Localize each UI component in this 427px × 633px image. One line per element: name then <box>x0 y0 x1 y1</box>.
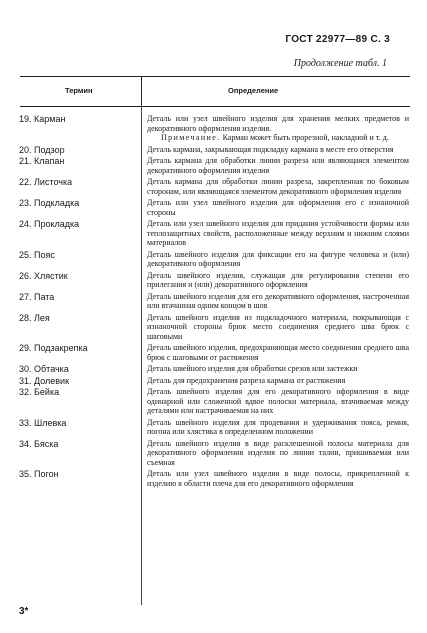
note-text: Карман может быть прорезной, накладной и т. д. <box>220 133 389 142</box>
table-row <box>0 418 427 437</box>
table-row <box>0 219 427 248</box>
table-row <box>0 145 427 155</box>
term-label: 26. Хлястик <box>19 270 68 281</box>
table-row <box>0 271 427 290</box>
term-definition: Деталь или узел швейного изделия для хранения мелких предметов и декоративного оформления изделия. <box>147 114 409 133</box>
table-row <box>0 469 427 488</box>
table-row <box>0 439 427 468</box>
term-label: 19. Карман <box>19 114 66 124</box>
term-label: 33. Шлевка <box>19 417 67 428</box>
term-label: 35. Погон <box>19 469 59 479</box>
table-row <box>0 343 427 362</box>
table-continuation-label: Продолжение табл. 1 <box>293 58 387 69</box>
term-definition: Деталь кармана для обработки линии разреза или являющаяся элементом декоративного оформления изделия <box>147 156 409 175</box>
term-label: 32. Бейка <box>19 387 60 397</box>
term-definition: Деталь швейного изделия для обработки срезов или застежки <box>147 364 358 373</box>
note-label: Примечание. <box>161 133 221 142</box>
term-definition: Деталь швейного изделия, служащая для регулирования степени его прилегания и (или) декоративного оформления <box>147 270 409 289</box>
term-definition: Деталь швейного изделия для фиксации его на фигуре человека и (или) декоративного оформления <box>147 249 409 268</box>
column-header-term: Термин <box>65 86 93 95</box>
table-row <box>0 313 427 342</box>
table-row <box>0 198 427 217</box>
page-number: 3* <box>19 606 29 617</box>
column-divider <box>141 77 142 106</box>
table-header <box>20 76 410 107</box>
table-row <box>0 387 427 416</box>
term-label: 27. Пата <box>19 291 55 302</box>
table-row <box>0 292 427 311</box>
term-note <box>147 133 409 143</box>
table-row <box>0 364 427 374</box>
term-label: 20. Подзор <box>19 144 65 155</box>
term-definition: Деталь для предохранения разреза кармана от растяжения <box>147 375 346 385</box>
term-definition: Деталь кармана, закрывающая подкладку кармана в месте его отверстия <box>147 144 394 154</box>
term-label: 30. Обтачка <box>19 364 69 374</box>
table-row <box>0 114 427 143</box>
term-label: 31. Долевик <box>19 375 70 386</box>
term-label: 24. Прокладка <box>19 219 80 229</box>
term-label: 25. Пояс <box>19 249 55 260</box>
table-row <box>0 177 427 196</box>
term-definition: Деталь швейного изделия в виде расклешенной полосы материала для декоративного оформления изделия по линии талии, пришиваемая или съемная <box>147 438 409 467</box>
table-body <box>0 114 427 488</box>
term-label: 22. Листочка <box>19 177 73 187</box>
term-definition: Деталь или узел швейного изделия для оформления его с изнаночной стороны <box>147 198 409 217</box>
term-definition: Деталь кармана для обработки линии разреза, закрепленная по боковым сторонам, или являющаяся элементом декоративного оформления изделия <box>147 177 409 196</box>
term-definition: Деталь швейного изделия для продевания и удерживания пояса, ремня, погона или хлястика в определенном положении <box>147 417 409 436</box>
term-definition: Деталь или узел швейного изделия в виде полосы, прикрепленной к изделию в области плеча для его декоративного оформления <box>147 469 409 488</box>
term-label: 28. Лея <box>19 312 50 323</box>
term-definition: Деталь швейного изделия из подкладочного материала, покрывающая с изнаночной стороны брюк место соединения среднего шва брюк с шаговыми <box>147 312 409 341</box>
term-definition: Деталь швейного изделия для его декоративного оформления, настроченная или втачанная одним концом в шов <box>147 291 409 310</box>
term-definition: Деталь швейного изделия, предохраняющая место соединения среднего шва брюк с шаговыми от растяжения <box>147 343 409 362</box>
column-header-definition: Определение <box>228 86 279 95</box>
term-definition: Деталь швейного изделия для его декоративного оформления в виде одинарной или сложенной вдвое полоски материала, втачиваемая между деталями или настрачиваемая на них <box>147 387 409 415</box>
page-header-title: ГОСТ 22977—89 С. 3 <box>285 34 390 45</box>
term-definition: Деталь или узел швейного изделия для придания устойчивости формы или теплозащитных свойств, расположенные между верхним и нижним слоями материалов <box>147 219 409 247</box>
term-label: 21. Клапан <box>19 156 65 166</box>
term-label: 23. Подкладка <box>19 198 80 208</box>
table-row <box>0 156 427 175</box>
term-label: 34. Бяска <box>19 438 59 449</box>
table-row <box>0 250 427 269</box>
table-row <box>0 376 427 386</box>
term-label: 29. Подзакрепка <box>19 343 88 353</box>
